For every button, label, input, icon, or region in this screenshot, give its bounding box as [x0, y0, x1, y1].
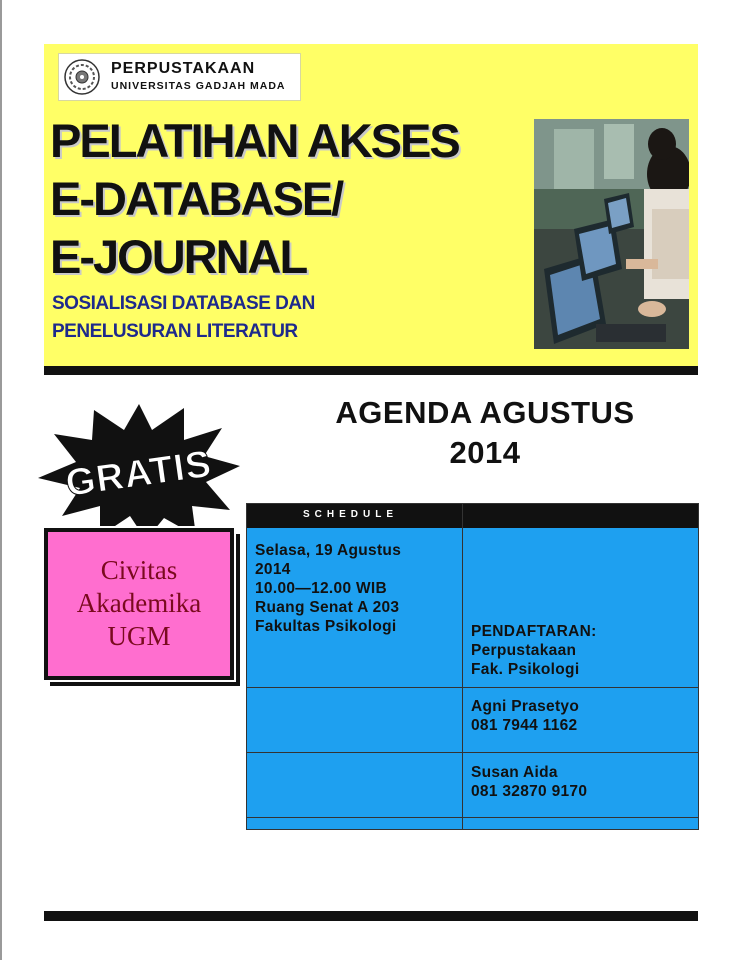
column-divider — [462, 504, 463, 829]
row-divider — [247, 752, 698, 753]
event-details — [255, 541, 401, 636]
registration-info — [471, 622, 597, 679]
audience-line-3: UGM — [107, 621, 171, 651]
event-time: 10.00—12.00 WIB — [255, 580, 388, 597]
audience-box — [44, 528, 234, 680]
event-room: Ruang Senat A 203 — [255, 599, 400, 616]
audience-line-2: Akademika — [76, 588, 202, 618]
event-year: 2014 — [255, 561, 291, 578]
schedule-header — [247, 504, 698, 528]
subtitle-line-1: SOSIALISASI DATABASE DAN — [52, 293, 315, 314]
contact-phone: 081 7944 1162 — [471, 717, 578, 734]
subtitle-line-2: PENELUSURAN LITERATUR — [52, 321, 298, 342]
contact-name: Agni Prasetyo — [471, 698, 580, 715]
header-banner — [44, 44, 698, 366]
page-edge — [0, 0, 2, 960]
computer-lab-photo — [534, 119, 689, 349]
ugm-seal-icon — [63, 58, 101, 96]
main-title — [50, 112, 540, 286]
row-divider — [247, 687, 698, 688]
audience-text — [48, 554, 230, 653]
schedule-table — [246, 503, 699, 830]
logo-title: PERPUSTAKAAN — [111, 60, 256, 77]
contact-2 — [471, 763, 587, 801]
photo-illustration — [534, 119, 689, 349]
registration-heading: PENDAFTARAN: — [471, 623, 597, 640]
row-divider — [247, 817, 698, 818]
logo-subtitle: UNIVERSITAS GADJAH MADA — [111, 80, 286, 92]
audience-line-1: Civitas — [100, 555, 178, 585]
library-logo — [58, 53, 301, 101]
contact-1 — [471, 697, 579, 735]
title-line-2: E-DATABASE/ — [50, 172, 343, 225]
contact-phone: 081 32870 9170 — [471, 783, 588, 800]
agenda-line-1: AGENDA AGUSTUS — [335, 395, 635, 430]
gratis-badge — [34, 400, 244, 540]
title-line-3: E-JOURNAL — [50, 230, 307, 283]
event-faculty: Fakultas Psikologi — [255, 618, 397, 635]
bottom-divider — [44, 911, 698, 921]
agenda-line-2: 2014 — [449, 435, 521, 470]
contact-name: Susan Aida — [471, 764, 558, 781]
gratis-label: GRATIS — [63, 443, 215, 506]
registration-place: Perpustakaan — [471, 642, 577, 659]
registration-faculty: Fak. Psikologi — [471, 661, 580, 678]
subtitle — [52, 290, 522, 346]
event-date: Selasa, 19 Agustus — [255, 542, 402, 559]
agenda-heading — [290, 393, 680, 473]
top-divider — [44, 366, 698, 375]
title-line-1: PELATIHAN AKSES — [50, 114, 459, 167]
schedule-header-label: SCHEDULE — [303, 509, 399, 520]
